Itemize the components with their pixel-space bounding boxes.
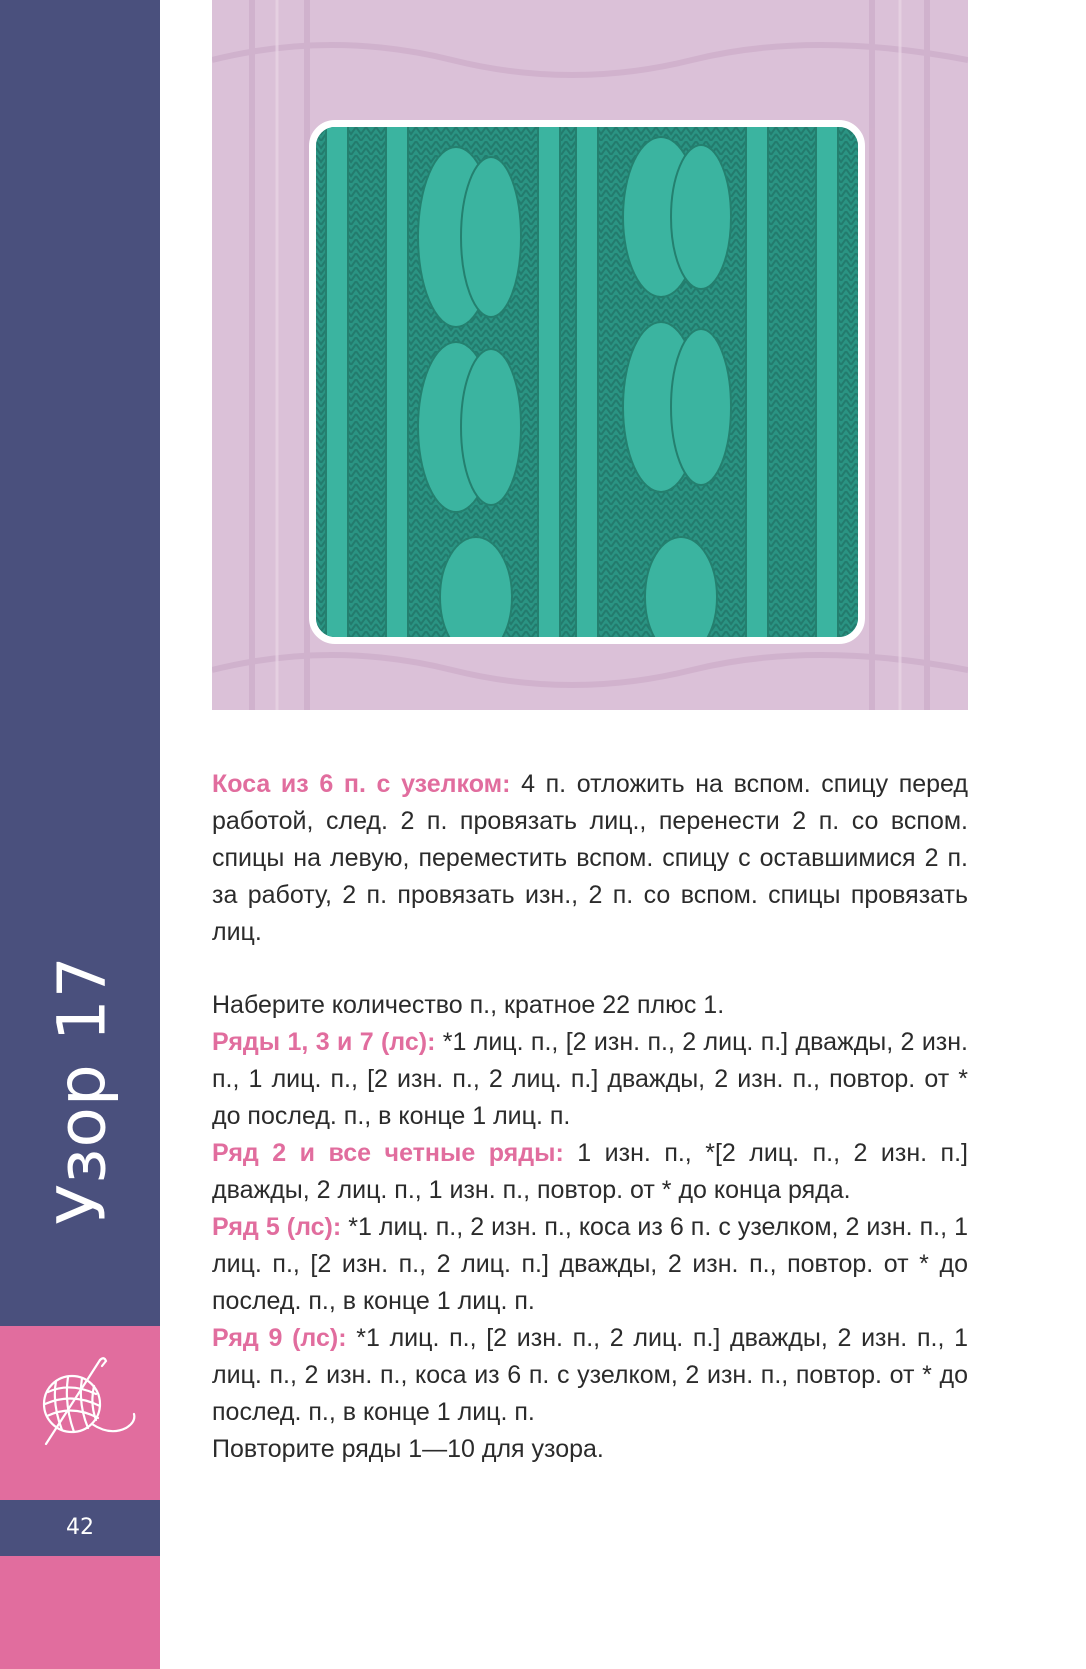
- row-body: 1 изн. п., *[2 лиц. п., 2 изн. п.] дважды, 2 лиц. п., 1 изн. п., повтор. от * до конца ряда.: [212, 1139, 968, 1204]
- cast-on-instruction: Наберите количество п., кратное 22 плюс 1.: [212, 991, 725, 1019]
- row-label: Ряд 5 (лс):: [212, 1213, 342, 1241]
- cable-definition-body: 4 п. отложить на вспом. спицу перед работой, след. 2 п. провязать лиц., перенести 2 п. со вспом. спицы на левую, переместить вспом. спицу с оставшимися 2 п. за работу, 2 п. провязать изн., 2 п. со вспом. спицы провязать лиц.: [212, 770, 969, 946]
- cable-definition-label: Коса из 6 п. с узелком:: [212, 770, 511, 798]
- row-body: *1 лиц. п., [2 изн. п., 2 лиц. п.] дважды, 2 изн. п., 1 лиц. п., 2 изн. п., коса из 6 п. с узелком, 2 изн. п., повтор. от * до послед. п., в конце 1 лиц. п.: [212, 1324, 968, 1426]
- row-label: Ряды 1, 3 и 7 (лс):: [212, 1028, 436, 1056]
- row-body: *1 лиц. п., [2 изн. п., 2 лиц. п.] дважды, 2 изн. п., 1 лиц. п., [2 изн. п., 2 лиц. п.] дважды, 2 изн. п., повтор. от * до послед. п., в конце 1 лиц. п.: [212, 1028, 968, 1130]
- pattern-instructions: [212, 766, 968, 1468]
- pattern-title: Узор 17: [43, 955, 121, 1225]
- row-body: *1 лиц. п., 2 изн. п., коса из 6 п. с узелком, 2 изн. п., 1 лиц. п., [2 изн. п., 2 лиц. п.] дважды, 2 изн. п., повтор. от * до послед. п., в конце 1 лиц. п.: [212, 1213, 968, 1315]
- row-instruction: [212, 1320, 968, 1431]
- cable-knit-swatch-image: [212, 0, 968, 710]
- repeat-instruction: Повторите ряды 1—10 для узора.: [212, 1435, 604, 1463]
- row-instruction: [212, 1024, 968, 1135]
- row-instruction: [212, 1209, 968, 1320]
- row-instruction: [212, 1135, 968, 1209]
- yarn-ball-crochet-hook-icon: [30, 1352, 140, 1452]
- row-label: Ряд 9 (лс):: [212, 1324, 347, 1352]
- sidebar: [0, 0, 160, 1669]
- teal-swatch: [309, 120, 865, 644]
- cable-pattern-drawing: [316, 127, 858, 637]
- cable-definition: [212, 766, 968, 951]
- sidebar-title-band: [0, 0, 160, 1326]
- row-label: Ряд 2 и все четные ряды:: [212, 1139, 564, 1167]
- page-number: 42: [66, 1515, 94, 1540]
